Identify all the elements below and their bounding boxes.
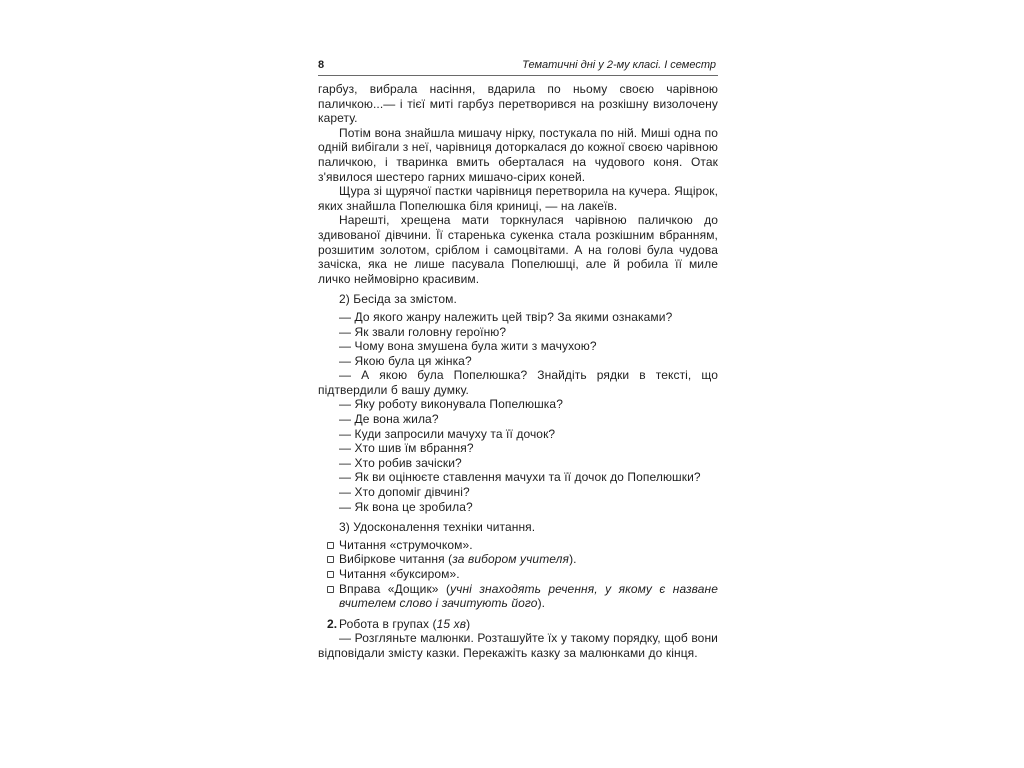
question-item: — Хто допоміг дівчині?: [339, 485, 470, 500]
question-item: — Хто шив їм вбрання?: [339, 441, 474, 456]
bullet-item: Вибіркове читання (за вибором учителя).: [318, 552, 718, 567]
question-item: — Як вона це зробила?: [339, 499, 473, 514]
question-item: — Як ви оцінюєте ставлення мачухи та її дочок до Попелюшки?: [339, 470, 701, 485]
checkbox-bullet-icon: [327, 586, 334, 593]
question-item: — Хто робив зачіски?: [339, 455, 462, 470]
checkbox-bullet-icon: [327, 571, 334, 578]
bullet-item: Читання «буксиром».: [318, 567, 718, 582]
section-heading-reading: 3) Удосконалення техніки читання.: [339, 520, 536, 535]
story-paragraph: гарбуз, вибрала насіння, вдарила по ньому своєю чарівною паличкою...— і тієї миті гарбуз перетворився на розкішну визолочену карету.: [318, 82, 718, 126]
checkbox-bullet-icon: [327, 542, 334, 549]
story-paragraph: Нарешті, хрещена мати торкнулася чарівною паличкою до здивованої дівчини. Її старенька сукенка стала розкішним вбранням, розшитим золотом, сріблом і самоцвітами. А на голові була чудова зачіска, яка не лише пасувала Попелюшці, але й робила її миле личко неймовірно красивим.: [318, 213, 718, 286]
task-number: 2.: [327, 616, 338, 631]
reading-list: [318, 538, 718, 611]
page-body: [318, 82, 718, 661]
question-item: — Де вона жила?: [339, 412, 439, 427]
page-number: 8: [318, 59, 325, 71]
story-paragraph: Потім вона знайшла мишачу нірку, постукала по ній. Миші одна по одній вибігали з неї, чарівниця доторкалася до кожної своєю чарівною паличкою, і тваринка вмить оберталася на чудового коня. Отак з'явилося шестеро гарних мишачо-сірих коней.: [318, 125, 718, 184]
checkbox-bullet-icon: [327, 556, 334, 563]
question-item: — До якого жанру належить цей твір? За якими ознаками?: [339, 309, 673, 324]
question-list: [318, 310, 718, 514]
question-item: — А якою була Попелюшка? Знайдіть рядки в тексті, що підтвердили б вашу думку.: [318, 368, 718, 397]
section-heading-discussion: 2) Бесіда за змістом.: [339, 292, 457, 307]
question-item: — Куди запросили мачуху та її дочок?: [339, 426, 556, 441]
story-paragraph: Щура зі щурячої пастки чарівниця перетворила на кучера. Ящірок, яких знайшла Попелюшка біля криниці, — на лакеїв.: [318, 184, 718, 213]
question-item: — Чому вона змушена була жити з мачухою?: [339, 339, 597, 354]
task-heading: 2. Робота в групах (15 хв): [318, 617, 718, 632]
bullet-item: Вправа «Дощик» (учні знаходять речення, у якому є назване вчителем слово і зачитують його).: [318, 582, 718, 611]
task-instruction: — Розгляньте малюнки. Розташуйте їх у такому порядку, щоб вони відповідали змісту казки. Перекажіть казку за малюнками до кінця.: [318, 631, 718, 660]
running-title: Тематичні дні у 2-му класі. І семестр: [522, 59, 716, 71]
question-item: — Якою була ця жінка?: [339, 353, 472, 368]
page-header: [318, 57, 718, 76]
question-item: — Як звали головну героїню?: [339, 324, 507, 339]
bullet-item: Читання «струмочком».: [318, 538, 718, 553]
question-item: — Яку роботу виконувала Попелюшка?: [339, 397, 563, 412]
